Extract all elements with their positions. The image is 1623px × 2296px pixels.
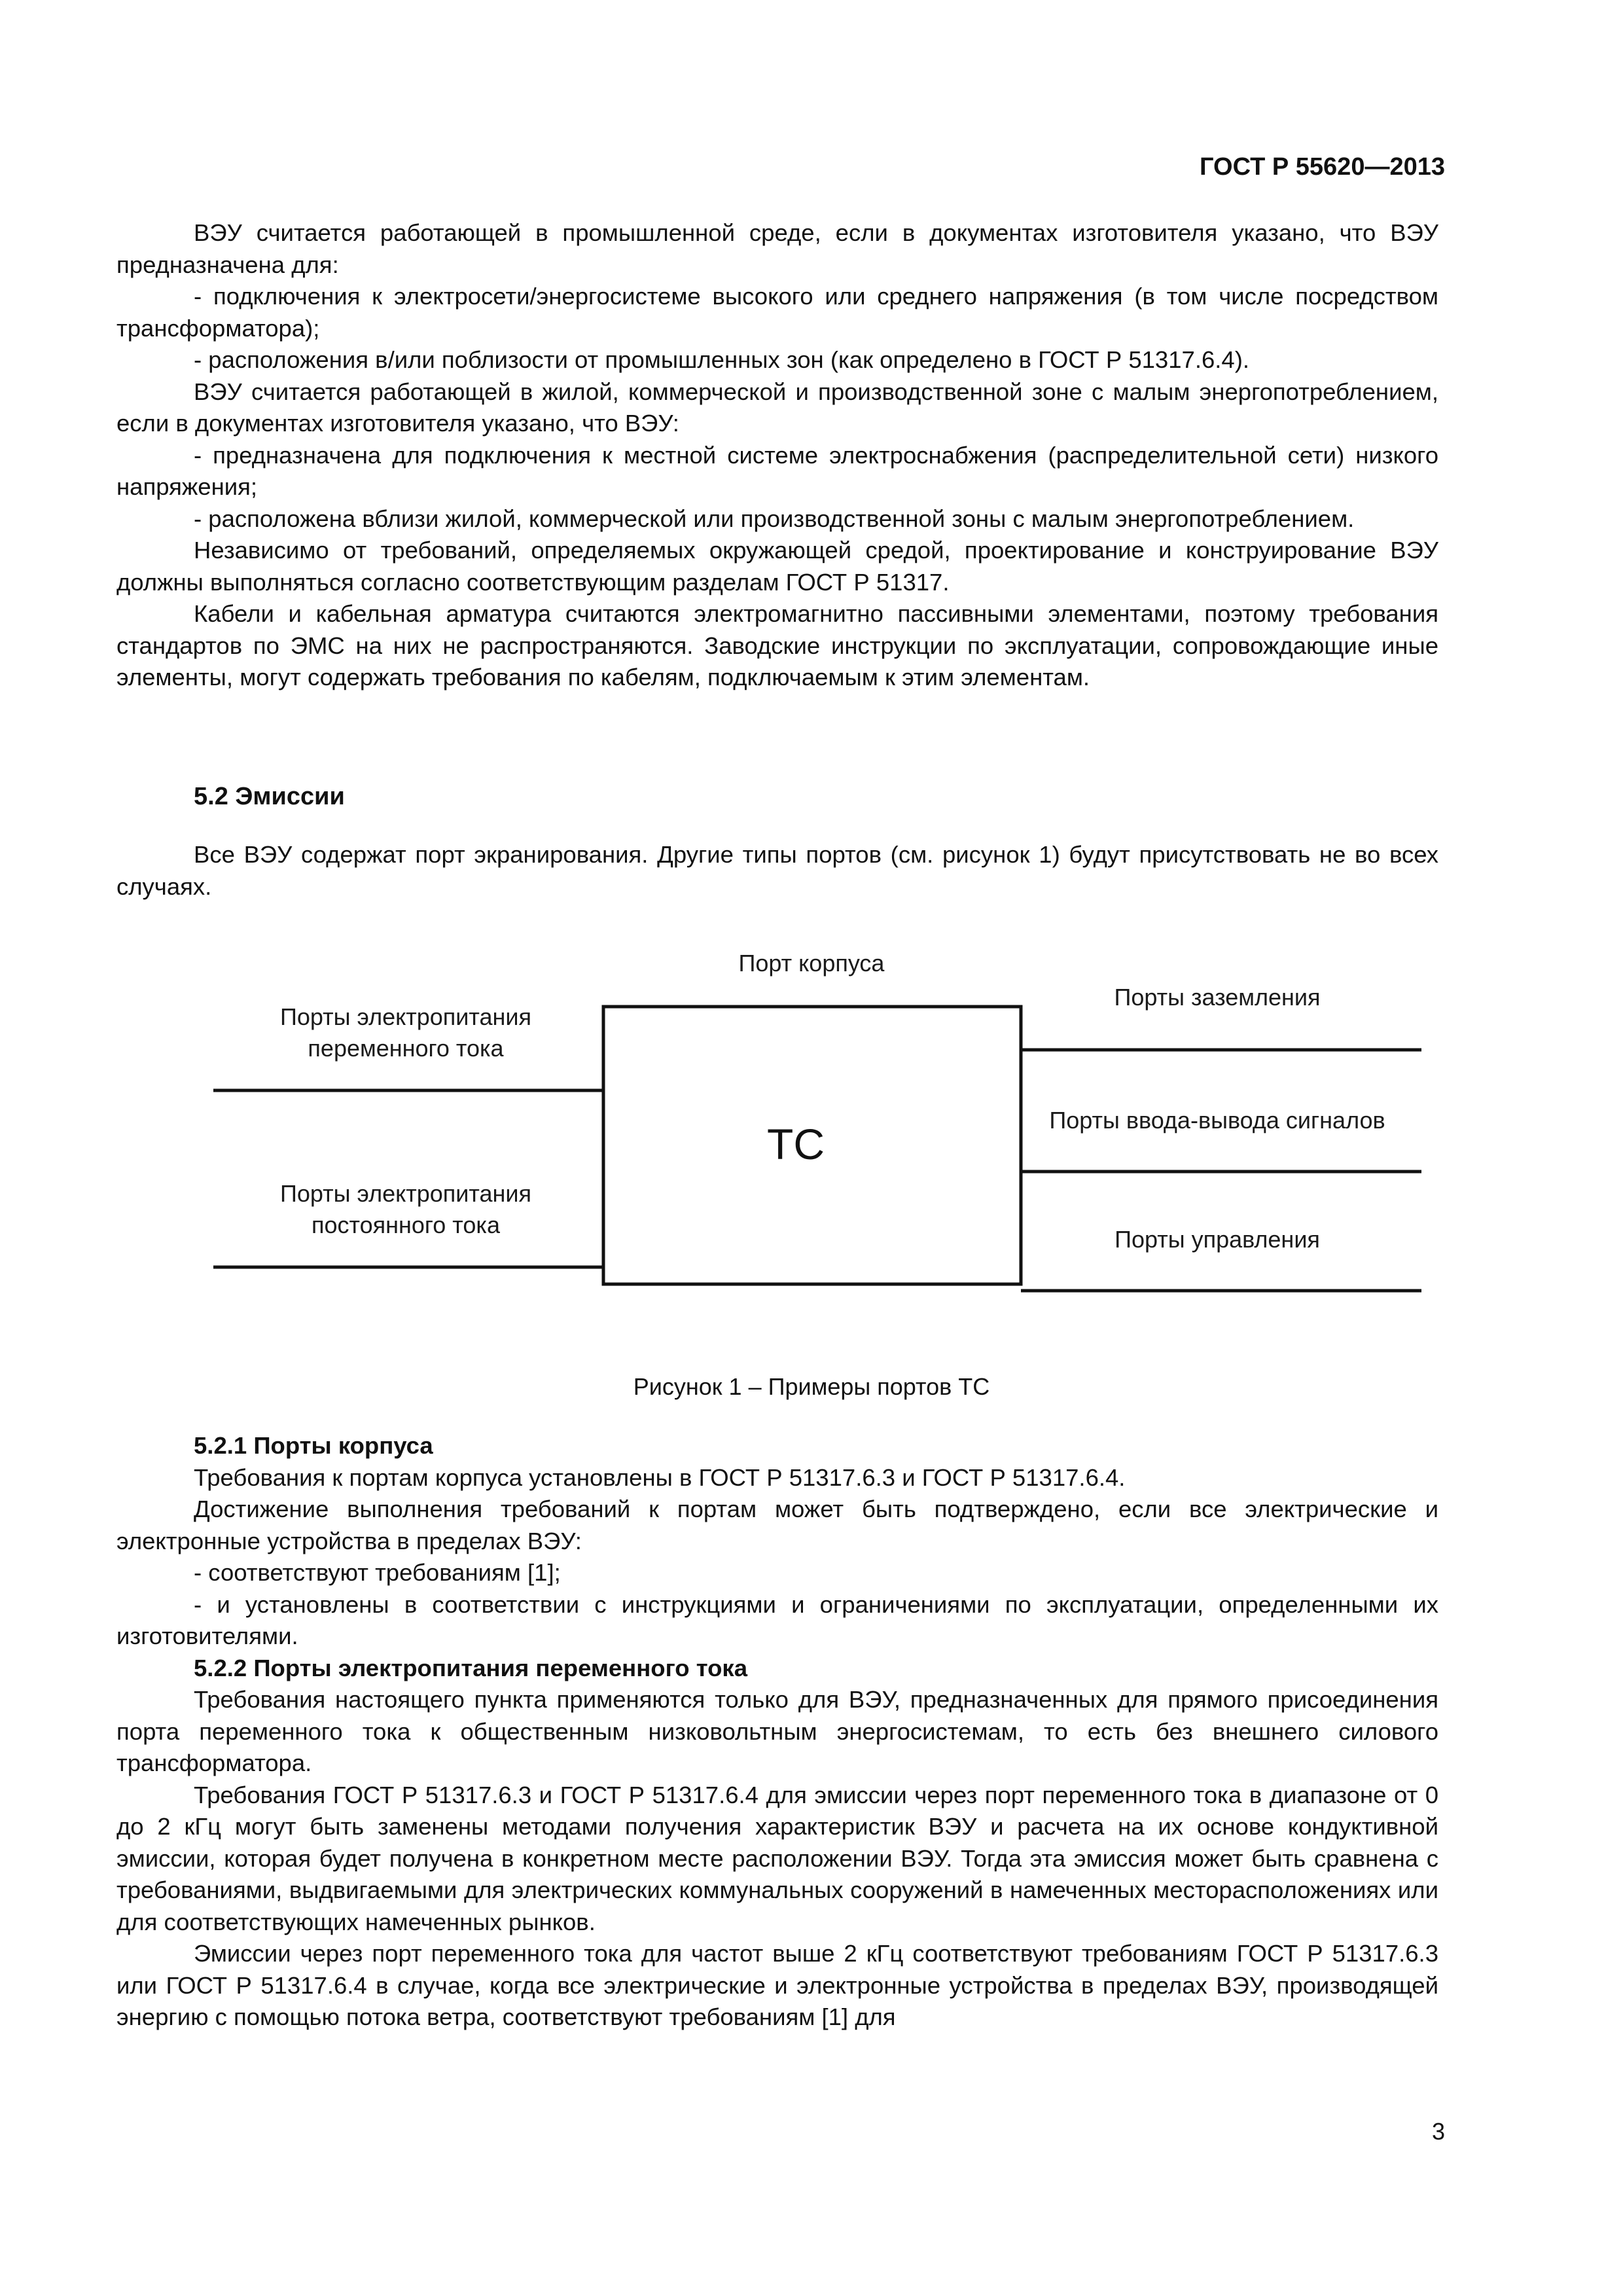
device-box-label: ТС: [767, 1120, 825, 1168]
ac-power-port-label: Порты электропитания переменного тока: [280, 1003, 531, 1062]
list-item: - расположения в/или поблизости от промышленных зон (как определено в ГОСТ Р 51317.6.4).: [194, 346, 1250, 373]
paragraph: ВЭУ считается работающей в промышленной среде, если в документах изготовителя указано, что ВЭУ предназначена для:: [116, 219, 1438, 278]
enclosure-port-label: Порт корпуса: [738, 950, 885, 977]
paragraph: Требования ГОСТ Р 51317.6.3 и ГОСТ Р 51317.6.4 для эмиссии через порт переменного тока в диапазоне от 0 до 2 кГц могут быть заменены методами получения характеристик ВЭУ и расчета на их основе кондуктивной эмиссии, которая будет получена в конкретном месте расположении ВЭУ. Тогда эта эмиссия может быть сравнена с требованиями, выдвигаемыми для электрических коммунальных сооружений в намеченных месторасположениях или для соответствующих намеченных рынков.: [116, 1781, 1438, 1935]
paragraph: Требования к портам корпуса установлены в ГОСТ Р 51317.6.3 и ГОСТ Р 51317.6.4.: [194, 1463, 1126, 1491]
section-heading-5-2-1: 5.2.1 Порты корпуса: [194, 1432, 433, 1459]
list-item: - соответствуют требованиям [1];: [194, 1559, 561, 1586]
figure-caption: Рисунок 1 – Примеры портов ТС: [633, 1373, 990, 1400]
paragraph: Независимо от требований, определяемых окружающей средой, проектирование и конструирование ВЭУ должны выполняться согласно соответствующим разделам ГОСТ Р 51317.: [116, 537, 1438, 596]
list-item: - предназначена для подключения к местной системе электроснабжения (распределительной сети) низкого напряжения;: [116, 441, 1438, 500]
section-heading-5-2: 5.2 Эмиссии: [194, 783, 345, 810]
intro-text-block: [116, 217, 1438, 694]
page-number: 3: [1431, 2118, 1445, 2145]
figure-ports-diagram: [0, 942, 1623, 1348]
paragraph: Достижение выполнения требований к портам может быть подтверждено, если все электрические и электронные устройства в пределах ВЭУ:: [116, 1496, 1438, 1554]
subsections-block: [116, 1430, 1438, 2034]
ground-port-label: Порты заземления: [1114, 984, 1321, 1011]
paragraph: Все ВЭУ содержат порт экранирования. Другие типы портов (см. рисунок 1) будут присутствовать не во всех случаях.: [116, 841, 1438, 900]
list-item: - расположена вблизи жилой, коммерческой или производственной зоны с малым энергопотреблением.: [194, 505, 1355, 532]
section-5-2-intro: [116, 839, 1438, 903]
paragraph: Эмиссии через порт переменного тока для частот выше 2 кГц соответствуют требованиям ГОСТ Р 51317.6.3 или ГОСТ Р 51317.6.4 в случае, когда все электрические и электронные устройства в пределах ВЭУ, производящей энергию с помощью потока ветра, соответствуют требованиям [1] для: [116, 1940, 1438, 2030]
signal-port-label: Порты ввода-вывода сигналов: [1049, 1107, 1385, 1134]
list-item: - подключения к электросети/энергосистеме высокого или среднего напряжения (в том числе посредством трансформатора);: [116, 283, 1438, 342]
document-code: ГОСТ Р 55620—2013: [1200, 153, 1445, 181]
paragraph: Требования настоящего пункта применяются только для ВЭУ, предназначенных для прямого присоединения порта переменного тока к общественным низковольтным энергосистемам, то есть без внешнего силового трансформатора.: [116, 1686, 1438, 1776]
control-port-label: Порты управления: [1115, 1226, 1320, 1253]
paragraph: ВЭУ считается работающей в жилой, коммерческой и производственной зоне с малым энергопотреблением, если в документах изготовителя указано, что ВЭУ:: [116, 378, 1438, 437]
dc-power-port-label: Порты электропитания постоянного тока: [280, 1180, 531, 1238]
section-heading-5-2-2: 5.2.2 Порты электропитания переменного тока: [194, 1654, 747, 1681]
paragraph: Кабели и кабельная арматура считаются электромагнитно пассивными элементами, поэтому требования стандартов по ЭМС на них не распространяются. Заводские инструкции по эксплуатации, сопровождающие иные элементы, могут содержать требования по кабелям, подключаемым к этим элементам.: [116, 600, 1438, 691]
list-item: - и установлены в соответствии с инструкциями и ограничениями по эксплуатации, определенными их изготовителями.: [116, 1590, 1438, 1649]
